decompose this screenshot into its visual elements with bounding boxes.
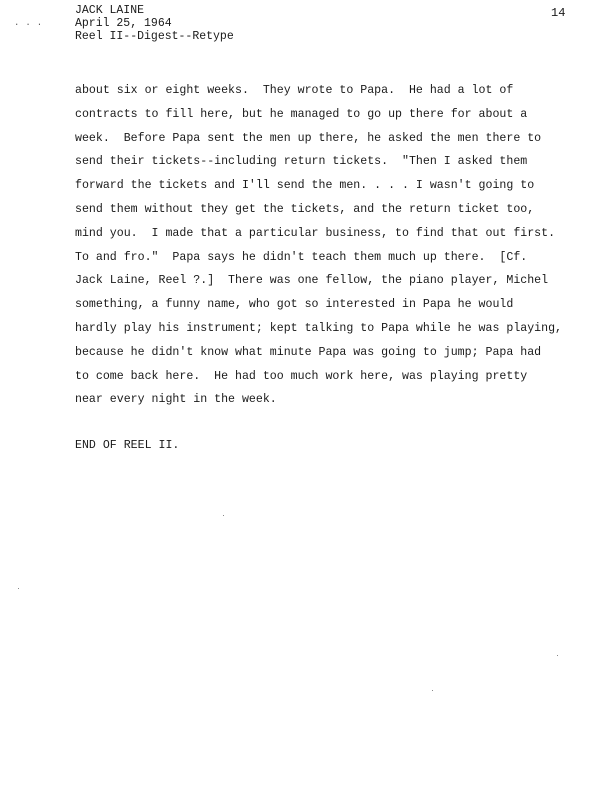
body-line: mind you. I made that a particular business, to find that out first. <box>75 226 556 240</box>
page-header <box>75 4 234 43</box>
body-line: Jack Laine, Reel ?.] There was one fellow, the piano player, Michel <box>75 274 549 288</box>
body-line: near every night in the week. <box>75 393 277 407</box>
body-line: to come back here. He had too much work here, was playing pretty <box>75 369 528 383</box>
body-line: because he didn't know what minute Papa was going to jump; Papa had <box>75 345 542 359</box>
scan-speck <box>432 690 433 691</box>
body-line: hardly play his instrument; kept talking to Papa while he was playing, <box>75 321 563 335</box>
body-line: about six or eight weeks. They wrote to Papa. He had a lot of <box>75 84 514 97</box>
body-line: send their tickets--including return tickets. "Then I asked them <box>75 155 528 169</box>
body-line: send them without they get the tickets, and the return ticket too, <box>75 202 535 216</box>
body-line: something, a funny name, who got so interested in Papa he would <box>75 298 514 312</box>
body-line: contracts to fill here, but he managed to go up there for about a <box>75 107 528 121</box>
header-name: JACK LAINE <box>75 4 145 17</box>
end-of-reel-note: END OF REEL II. <box>75 439 180 452</box>
header-date: April 25, 1964 <box>75 17 172 30</box>
scan-speck <box>557 655 558 656</box>
scan-speck <box>18 588 19 589</box>
body-line: To and fro." Papa says he didn't teach them much up there. [Cf. <box>75 250 528 264</box>
margin-marks: ··· <box>14 20 49 30</box>
scan-speck <box>223 515 224 516</box>
body-line: week. Before Papa sent the men up there, he asked the men there to <box>75 131 542 145</box>
page-number: 14 <box>551 6 566 20</box>
header-reel: Reel II--Digest--Retype <box>75 30 234 43</box>
body-line: forward the tickets and I'll send the men. . . . I wasn't going to <box>75 179 535 193</box>
body-text <box>75 79 562 412</box>
